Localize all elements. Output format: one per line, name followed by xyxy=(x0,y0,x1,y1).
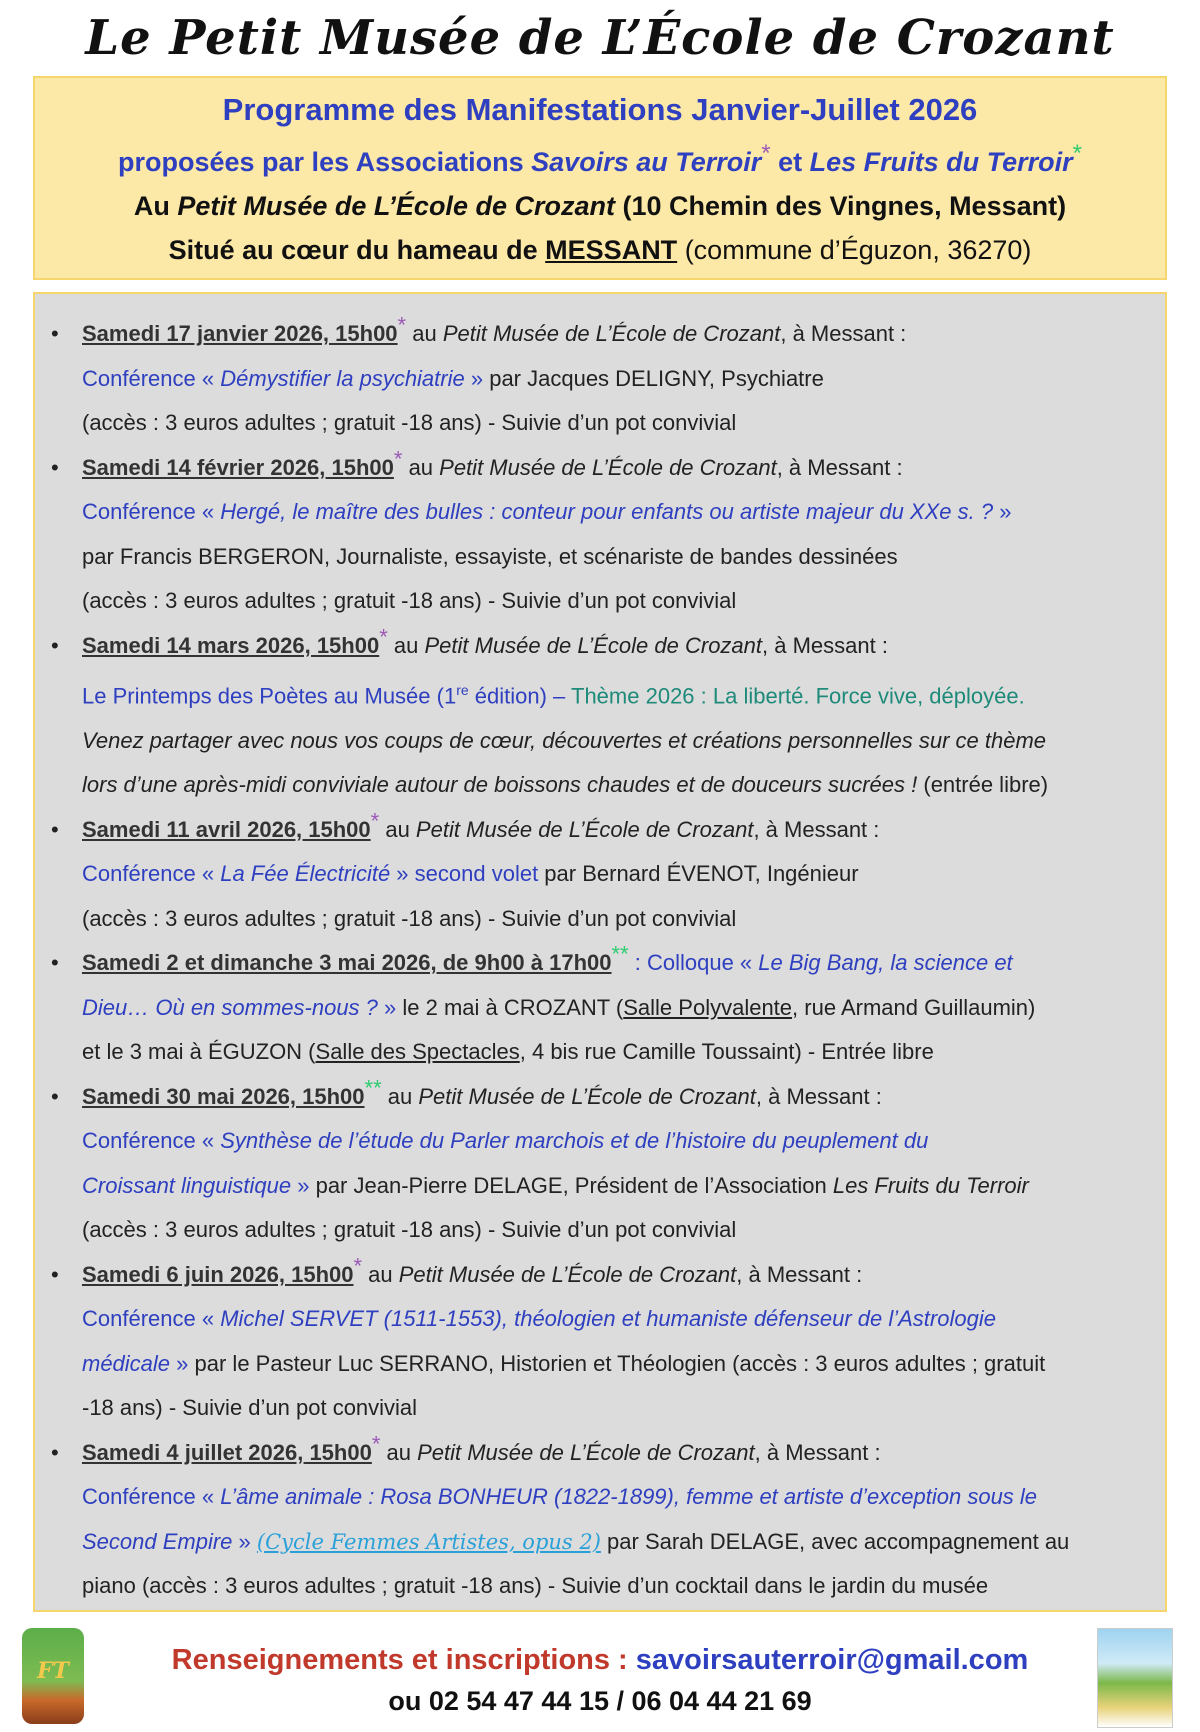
event-header xyxy=(82,446,1151,491)
event-topic-cont: Second Empire xyxy=(82,1528,233,1554)
close-quote: » xyxy=(291,1172,310,1198)
purple-star-icon: * xyxy=(393,446,403,472)
open-quote: « xyxy=(201,365,221,391)
green-star-icon: ** xyxy=(364,1075,382,1101)
event-topic: Synthèse de l’étude du Parler marchois et de l’histoire du peuplement du xyxy=(220,1128,929,1154)
event-header xyxy=(82,1075,1151,1120)
event-date: Samedi 17 janvier 2026, 15h00 xyxy=(82,321,398,346)
header-commune: (commune d’Éguzon, 36270) xyxy=(677,235,1032,265)
open-quote: « xyxy=(201,861,221,887)
conference-label: Conférence xyxy=(82,499,202,524)
event-topic: L’âme animale : Rosa BONHEUR (1822-1899), femme et artiste d’exception sous le xyxy=(220,1484,1038,1510)
conference-label: Conférence xyxy=(82,1306,202,1332)
footer-phones: ou 02 54 47 44 15 / 06 04 44 21 69 xyxy=(388,1686,812,1716)
header-line2-prefix: proposées par les Associations xyxy=(118,147,532,177)
header-address: (10 Chemin des Vingnes, Messant) xyxy=(614,191,1067,221)
event-place2: et le 3 mai à ÉGUZON ( xyxy=(82,1039,316,1065)
event-date: Samedi 11 avril 2026, 15h00 xyxy=(82,816,371,842)
header-line3-prefix: Au xyxy=(133,191,178,221)
event-item xyxy=(35,941,1165,1075)
event-access: (accès : 3 euros adultes ; gratuit -18 ans) - Suivie d’un pot convivial xyxy=(82,1217,737,1243)
assoc-fruits: Les Fruits du Terroir xyxy=(809,147,1073,177)
bullet-icon: • xyxy=(51,1083,59,1109)
event-topic-line xyxy=(82,357,1151,402)
header-hamlet: MESSANT xyxy=(545,235,678,265)
event-at: au xyxy=(379,816,416,842)
event-access: (accès : 3 euros adultes ; gratuit -18 ans) - Suivie d’un pot convivial xyxy=(82,905,737,931)
event-topic: Démystifier la psychiatrie xyxy=(220,365,465,391)
event-speaker: par Sarah DELAGE, avec accompagnement au xyxy=(600,1528,1070,1554)
header-line4-prefix: Situé au cœur du hameau de xyxy=(168,235,546,265)
event-header xyxy=(82,312,1151,357)
open-quote: « xyxy=(201,1306,221,1332)
conference-label: Conférence xyxy=(82,1128,202,1154)
event-at: au xyxy=(387,632,425,658)
event-topic-cont: médicale xyxy=(82,1350,171,1376)
bullet-icon: • xyxy=(51,1261,59,1287)
event-access: (accès : 3 euros adultes ; gratuit -18 ans) - Suivie d’un pot convivial xyxy=(82,410,737,435)
event-speaker: par Jean-Pierre DELAGE, Président de l’Association xyxy=(309,1172,833,1198)
event-date: Samedi 14 février 2026, 15h00 xyxy=(82,454,394,480)
event-museum: Petit Musée de L’École de Crozant xyxy=(439,454,777,480)
event-place1-end: , rue Armand Guillaumin) xyxy=(792,994,1036,1020)
event-topic-line2 xyxy=(82,1164,1151,1209)
green-star-icon: ** xyxy=(611,942,629,967)
event-hall1: Salle Polyvalente xyxy=(623,994,793,1020)
bullet-icon: • xyxy=(51,454,59,480)
event-theme: Thème 2026 : La liberté. Force vive, déployée. xyxy=(565,683,1025,709)
event-item xyxy=(35,312,1165,446)
close-quote: » xyxy=(390,861,409,887)
bullet-icon: • xyxy=(51,816,59,842)
conference-label: Conférence xyxy=(82,365,202,391)
close-quote: » xyxy=(993,499,1012,524)
purple-star-icon: * xyxy=(371,1431,381,1457)
event-topic-line xyxy=(82,1297,1151,1342)
event-at: au xyxy=(402,454,440,480)
footer-info xyxy=(0,1640,1200,1680)
event-speaker: par Jacques DELIGNY, Psychiatre xyxy=(483,365,824,391)
event-place: , à Messant : xyxy=(736,1261,863,1287)
event-at: au xyxy=(362,1261,399,1287)
event-at: au xyxy=(380,1439,418,1465)
close-quote: » xyxy=(170,1350,189,1376)
event-access: (accès : 3 euros adultes ; gratuit -18 ans) - Suivie d’un pot convivial xyxy=(82,588,737,613)
event-item xyxy=(35,446,1165,624)
conference-label: Conférence xyxy=(82,861,202,887)
close-quote: » xyxy=(232,1528,251,1554)
event-assoc: Les Fruits du Terroir xyxy=(832,1172,1029,1198)
header-line3 xyxy=(35,184,1165,228)
events-box xyxy=(33,292,1167,1612)
conference-label: Conférence xyxy=(82,1484,202,1510)
bullet-icon: • xyxy=(51,632,59,658)
close-quote: » xyxy=(464,365,484,391)
event-cycle: (Cycle Femmes Artistes, opus 2) xyxy=(256,1529,601,1554)
event-at: au xyxy=(406,321,443,346)
green-asterisk: * xyxy=(1072,140,1082,167)
event-subtitle: second volet xyxy=(408,861,539,887)
event-date: Samedi 30 mai 2026, 15h00 xyxy=(82,1083,365,1109)
event-desc1: Venez partager avec nous vos coups de cœur, découvertes et créations personnelles sur ce thème xyxy=(82,727,1047,753)
events-list xyxy=(35,294,1165,1609)
event-place: , à Messant : xyxy=(754,1439,881,1465)
header-line2-mid: et xyxy=(770,147,810,177)
event-hall2: Salle des Spectacles xyxy=(315,1039,520,1065)
event-date: Samedi 2 et dimanche 3 mai 2026, de 9h00 à 17h00 xyxy=(82,950,612,976)
bullet-icon: • xyxy=(51,950,59,976)
bullet-icon: • xyxy=(51,321,59,346)
event-topic: Le Big Bang, la science et xyxy=(758,950,1013,976)
open-quote: « xyxy=(201,1484,221,1510)
event-entry: (entrée libre) xyxy=(917,772,1049,798)
header-line1: Programme des Manifestations Janvier-Juillet 2026 xyxy=(222,92,978,127)
event-topic: La Fée Électricité xyxy=(220,861,391,887)
event-item xyxy=(35,1431,1165,1609)
event-item xyxy=(35,1075,1165,1253)
event-museum: Petit Musée de L’École de Crozant xyxy=(398,1261,737,1287)
open-quote: « xyxy=(201,499,221,524)
header-line4 xyxy=(35,228,1165,272)
event-topic: Michel SERVET (1511-1553), théologien et humaniste défenseur de l’Astrologie xyxy=(220,1306,996,1332)
purple-star-icon: * xyxy=(353,1253,363,1279)
event-desc2-line xyxy=(82,763,1151,808)
page-title: Le Petit Musée de L’École de Crozant xyxy=(85,10,1115,66)
event-place2-end: , 4 bis rue Camille Toussaint) - Entrée libre xyxy=(519,1039,934,1065)
header-line2 xyxy=(35,132,1165,184)
event-place: , à Messant : xyxy=(755,1083,882,1109)
event-place: , à Messant : xyxy=(776,454,903,480)
event-place2-line xyxy=(82,1030,1151,1075)
event-title-end: édition) – xyxy=(468,683,566,709)
event-header xyxy=(82,1431,1151,1476)
purple-star-icon: * xyxy=(397,312,407,338)
event-item xyxy=(35,808,1165,942)
event-topic-line xyxy=(82,1119,1151,1164)
event-speaker: par Francis BERGERON, Journaliste, essayiste, et scénariste de bandes dessinées xyxy=(82,543,898,569)
logo-ft-text: FT xyxy=(37,1658,69,1684)
event-title: Le Printemps des Poètes au Musée (1 xyxy=(82,683,457,709)
event-museum: Petit Musée de L’École de Crozant xyxy=(415,816,754,842)
event-museum: Petit Musée de L’École de Crozant xyxy=(417,1439,755,1465)
event-place: , à Messant : xyxy=(753,816,880,842)
assoc-savoirs: Savoirs au Terroir xyxy=(531,147,762,177)
event-topic-line xyxy=(82,852,1151,897)
event-item xyxy=(35,1253,1165,1431)
event-colloque: : Colloque « xyxy=(628,950,759,976)
close-quote: » xyxy=(377,994,397,1020)
event-topic-line xyxy=(82,490,1151,535)
event-date: Samedi 6 juin 2026, 15h00 xyxy=(82,1261,354,1287)
header-museum: Petit Musée de L’École de Crozant xyxy=(177,191,615,221)
event-at: au xyxy=(381,1083,419,1109)
event-header xyxy=(82,1253,1151,1298)
event-place: , à Messant : xyxy=(762,632,888,658)
event-topic-cont: Croissant linguistique xyxy=(82,1172,292,1198)
event-topic-line2 xyxy=(82,1342,1151,1387)
footer-info-label: Renseignements et inscriptions : xyxy=(171,1644,636,1676)
event-header xyxy=(82,808,1151,853)
event-access: piano (accès : 3 euros adultes ; gratuit -18 ans) - Suivie d’un cocktail dans le jardin du musée xyxy=(82,1573,989,1599)
event-title-sup: re xyxy=(456,682,469,698)
event-topic-cont: Dieu… Où en sommes-nous ? xyxy=(82,994,378,1020)
purple-star-icon: * xyxy=(379,624,388,650)
event-desc2: lors d’une après-midi conviviale autour de boissons chaudes et de douceurs sucrées ! xyxy=(82,772,918,798)
open-quote: « xyxy=(201,1128,221,1154)
event-date: Samedi 4 juillet 2026, 15h00 xyxy=(82,1439,372,1465)
event-place1: le 2 mai à CROZANT ( xyxy=(396,994,624,1020)
event-museum: Petit Musée de L’École de Crozant xyxy=(442,321,781,346)
event-header xyxy=(82,941,1151,986)
event-speaker: par le Pasteur Luc SERRANO, Historien et Théologien (accès : 3 euros adultes ; gratuit xyxy=(188,1350,1046,1376)
event-topic: Hergé, le maître des bulles : conteur pour enfants ou artiste majeur du XXe s. ? xyxy=(220,499,994,524)
purple-star-icon: * xyxy=(370,808,380,834)
event-date: Samedi 14 mars 2026, 15h00 xyxy=(82,632,380,658)
event-topic-line xyxy=(82,986,1151,1031)
bullet-icon: • xyxy=(51,1439,59,1465)
event-topic-line xyxy=(82,668,1151,719)
event-access: -18 ans) - Suivie d’un pot convivial xyxy=(82,1395,418,1421)
event-museum: Petit Musée de L’École de Crozant xyxy=(418,1083,756,1109)
event-item xyxy=(35,624,1165,808)
event-topic-line2 xyxy=(82,1520,1151,1565)
footer-email[interactable]: savoirsauterroir@gmail.com xyxy=(635,1644,1029,1676)
event-header xyxy=(82,624,1151,669)
event-place: , à Messant : xyxy=(780,321,907,346)
event-museum: Petit Musée de L’École de Crozant xyxy=(424,632,763,658)
event-topic-line xyxy=(82,1475,1151,1520)
event-speaker: par Bernard ÉVENOT, Ingénieur xyxy=(538,861,859,887)
header-box xyxy=(33,76,1167,280)
purple-asterisk: * xyxy=(761,140,771,167)
